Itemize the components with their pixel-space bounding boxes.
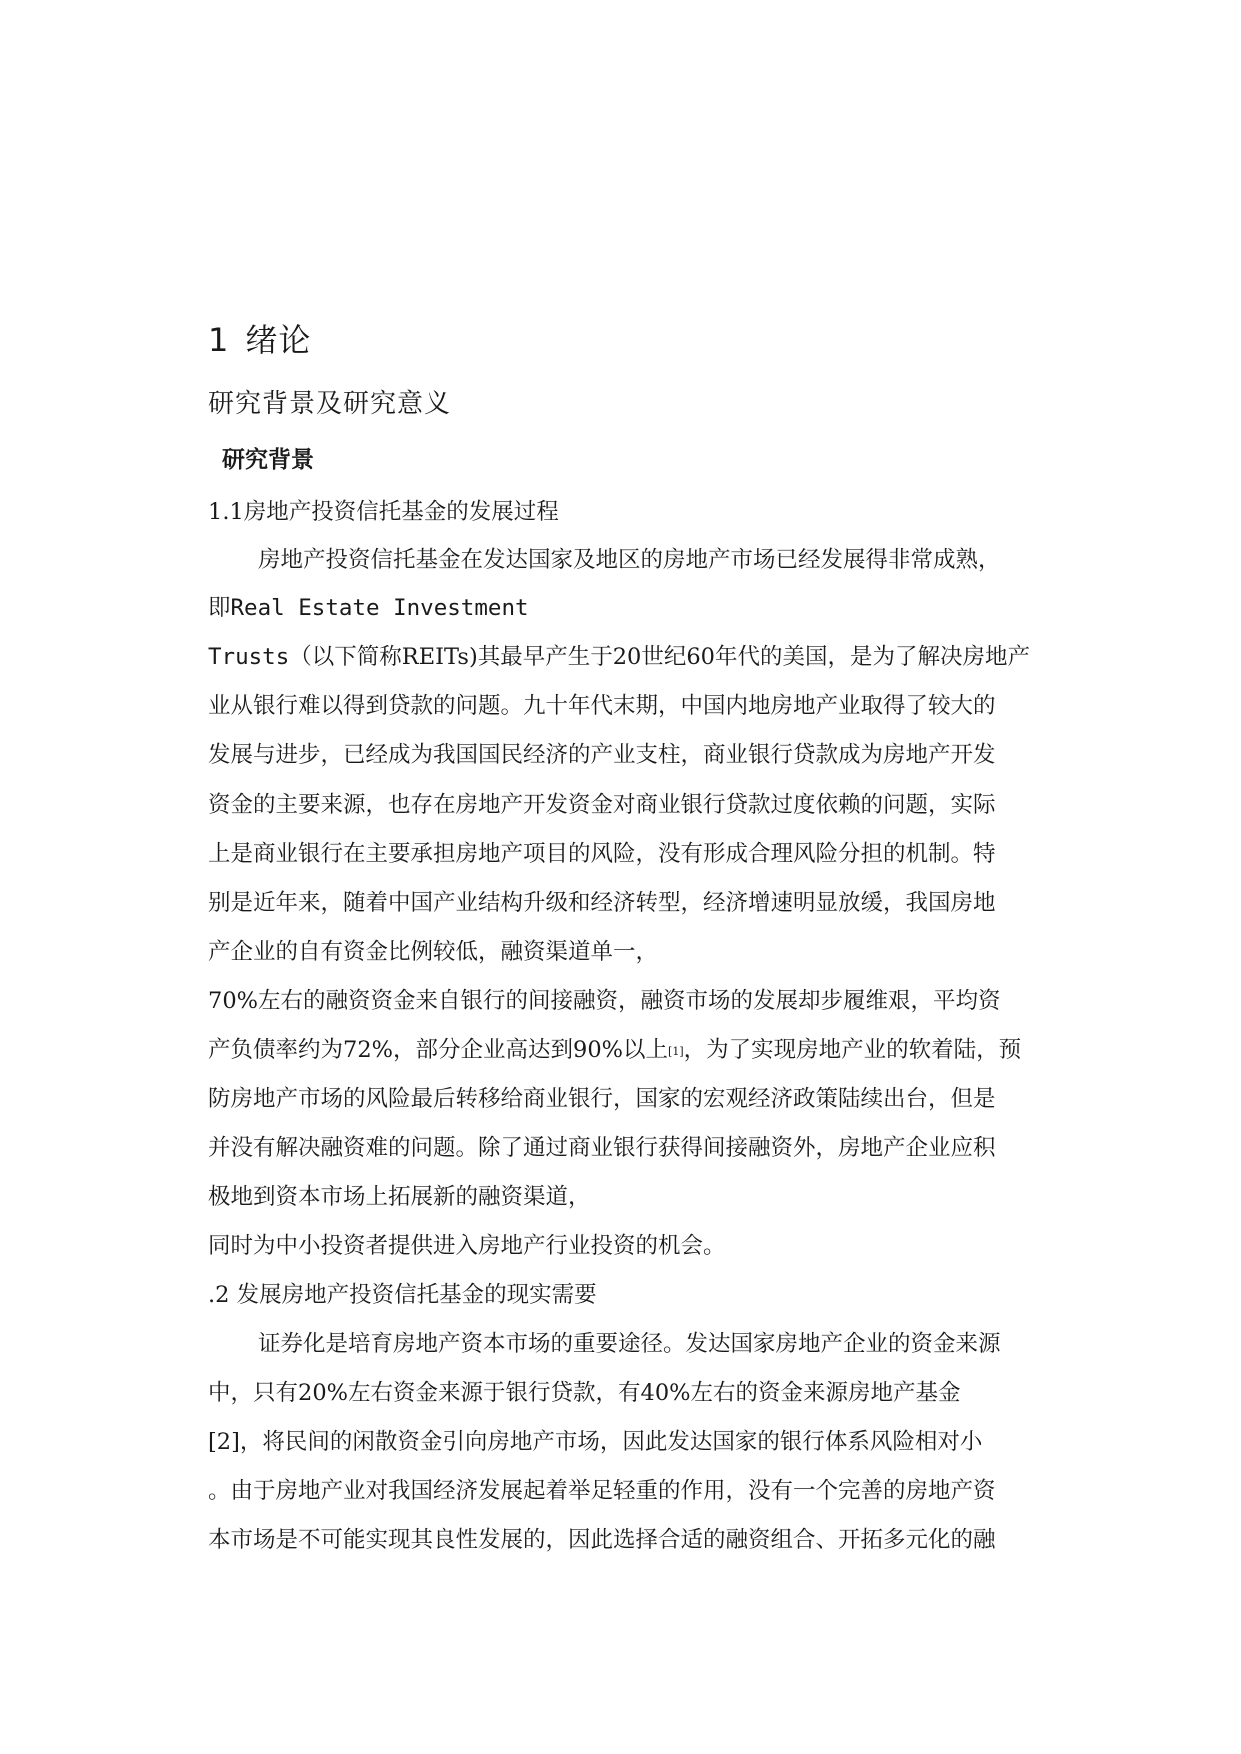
paragraph-text: 即 [208,595,231,621]
chapter-heading [208,318,311,362]
paragraph-line: 中，只有20%左右资金来源于银行贷款，有40%左右的资金来源房地产基金 [208,1380,961,1406]
paragraph-line [208,1035,1021,1065]
paragraph-line: 并没有解决融资难的问题。除了通过商业银行获得间接融资外，房地产企业应积 [208,1135,996,1161]
paragraph-line: 70%左右的融资资金来自银行的间接融资，融资市场的发展却步履维艰，平均资 [208,988,1001,1014]
paragraph-line: 本市场是不可能实现其良性发展的，因此选择合适的融资组合、开拓多元化的融 [208,1527,996,1553]
chapter-title: 绪论 [245,321,312,359]
paragraph-line: 防房地产市场的风险最后转移给商业银行，国家的宏观经济政策陆续出台，但是 [208,1086,996,1112]
paragraph-line: 产企业的自有资金比例较低，融资渠道单一， [208,939,659,965]
paragraph-text: ，为了实现房地产业的软着陆，预 [683,1037,1022,1063]
paragraph-line: 资金的主要来源，也存在房地产开发资金对商业银行贷款过度依赖的问题，实际 [208,792,996,818]
section-heading: 研究背景及研究意义 [208,389,452,419]
paragraph-line: 极地到资本市场上拓展新的融资渠道， [208,1184,591,1210]
chapter-number: 1 [208,321,230,359]
subsection-heading: 研究背景 [222,447,314,473]
section-1-1-title: 1.1房地产投资信托基金的发展过程 [208,499,559,525]
paragraph-line: 房地产投资信托基金在发达国家及地区的房地产市场已经发展得非常成熟， [258,547,1001,573]
english-term: Real Estate Investment [230,595,529,621]
paragraph-line: 。由于房地产业对我国经济发展起着举足轻重的作用，没有一个完善的房地产资 [208,1478,996,1504]
paragraph-line [208,642,1030,672]
paragraph-line: 同时为中小投资者提供进入房地产行业投资的机会。 [208,1233,726,1259]
paragraph-text: 产负债率约为72%，部分企业高达到90%以上 [208,1037,669,1063]
paragraph-line: 上是商业银行在主要承担房地产项目的风险，没有形成合理风险分担的机制。特 [208,841,996,867]
citation-ref[interactable]: [1] [668,1045,684,1058]
paragraph-line: 业从银行难以得到贷款的问题。九十年代末期，中国内地房地产业取得了较大的 [208,693,996,719]
paragraph-line: 发展与进步，已经成为我国国民经济的产业支柱，商业银行贷款成为房地产开发 [208,742,996,768]
paragraph-line: 证券化是培育房地产资本市场的重要途径。发达国家房地产企业的资金来源 [258,1331,1001,1357]
english-term: Trusts [208,644,290,670]
paragraph-text: （以下简称REITs)其最早产生于20世纪60年代的美国，是为了解决房地产 [289,644,1030,670]
paragraph-line [208,593,529,623]
paragraph-line: 别是近年来，随着中国产业结构升级和经济转型，经济增速明显放缓，我国房地 [208,890,996,916]
section-1-2-title: .2 发展房地产投资信托基金的现实需要 [208,1282,597,1308]
paragraph-line: [2]，将民间的闲散资金引向房地产市场，因此发达国家的银行体系风险相对小 [208,1429,983,1455]
